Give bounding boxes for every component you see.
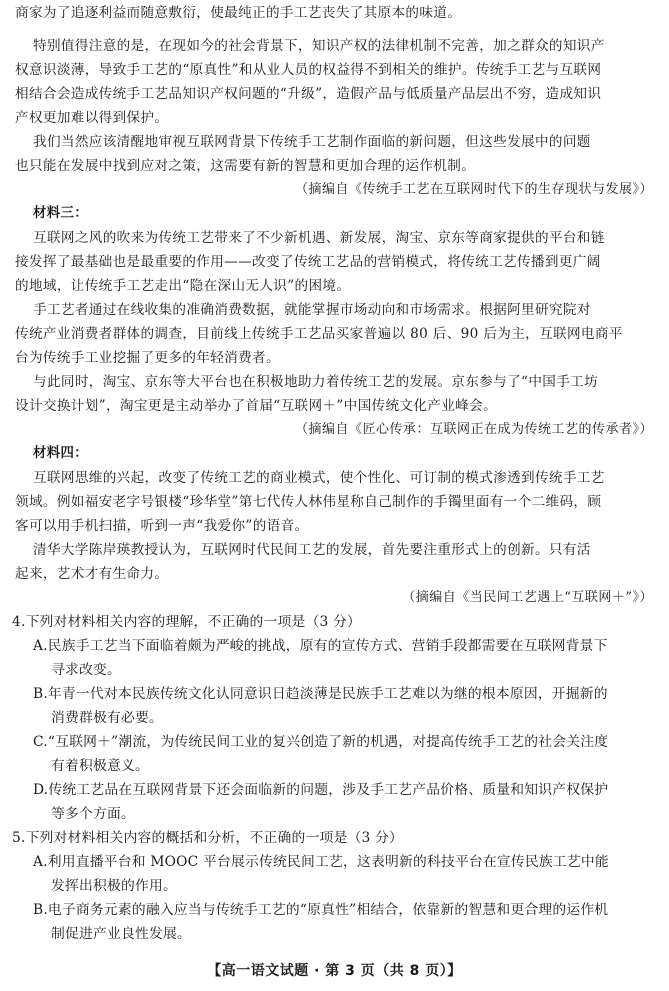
option-b-continued: 制促进产业良性发展。 <box>51 926 191 942</box>
section-heading: 材料四： <box>33 446 88 461</box>
option-b: B.年青一代对本民族传统文化认同意识日趋淡薄是民族手工艺难以为继的根本原因，开掘新的 <box>33 686 608 702</box>
text-line: 的地域，让传统手工艺走出“隐在深山无人识”的困境。 <box>15 278 351 294</box>
option-a-continued: 发挥出积极的作用。 <box>51 878 177 894</box>
text-line: 手工艺者通过在线收集的准确消费数据，就能掌握市场动向和市场需求。根据阿里研究院对 <box>33 302 591 318</box>
text-line: 产权更加难以得到保护。 <box>15 110 169 126</box>
text-line: 起来，艺术才有生命力。 <box>15 566 169 582</box>
text-line: 与此同时，淘宝、京东等大平台也在积极地助力着传统工艺的发展。京东参与了“中国手工坊 <box>33 374 599 390</box>
text-line: 台为传统手工业挖掘了更多的年轻消费者。 <box>15 350 280 366</box>
text-line: 互联网思维的兴起，改变了传统工艺的商业模式，使个性化、可订制的模式渗透到传统手工艺 <box>33 470 605 486</box>
text-line: 领域。例如福安老字号银楼“珍华堂”第七代传人林伟星称自己制作的手镯里面有一个二维码，顾 <box>15 494 602 510</box>
option-d-continued: 等多个方面。 <box>51 806 135 822</box>
text-line: 互联网之风的吹来为传统工艺带来了不少新机遇、新发展，淘宝、京东等商家提供的平台和链 <box>33 230 605 246</box>
option-c: C.“互联网＋”潮流，为传统民间工业的复兴创造了新的机遇，对提高传统手工艺的社会关注度 <box>33 734 609 750</box>
source-citation: （摘编自《传统手工艺在互联网时代下的生存现状与发展》） <box>294 182 653 197</box>
text-line: 传统产业消费者群体的调查，目前线上传统手工艺品买家普遍以 80 后、90 后为主，互联网电商平 <box>15 326 623 342</box>
source-citation: （摘编自《当民间工艺遇上“互联网＋”》） <box>402 590 653 605</box>
text-line: 接发挥了最基础也是最重要的作用——改变了传统工艺品的营销模式，将传统工艺传播到更广阔 <box>15 254 601 270</box>
page-footer: 【高一语文试题 · 第 3 页（共 8 页）】 <box>207 963 462 979</box>
text-line: 我们当然应该清醒地审视互联网背景下传统手工艺制作面临的新问题，但这些发展中的问题 <box>33 134 591 150</box>
text-line: 也只能在发展中找到应对之策，这需要有新的智慧和更加合理的运作机制。 <box>15 158 476 174</box>
text-line: 清华大学陈岸瑛教授认为，互联网时代民间工艺的发展，首先要注重形式上的创新。只有活 <box>33 542 591 558</box>
source-citation: （摘编自《匠心传承：互联网正在成为传统工艺的传承者》） <box>294 422 653 437</box>
question-5-stem: 5.下列对材料相关内容的概括和分析，不正确的一项是（3 分） <box>12 830 404 846</box>
option-a-continued: 寻求改变。 <box>51 662 121 678</box>
section-heading: 材料三： <box>33 206 88 221</box>
question-4-stem: 4.下列对材料相关内容的理解，不正确的一项是（3 分） <box>12 614 362 630</box>
option-a: A.利用直播平台和 MOOC 平台展示传统民间工艺，这表明新的科技平台在宣传民族工艺中能 <box>33 854 609 870</box>
text-line: 商家为了追逐利益而随意敷衍，使最纯正的手工艺丧失了其原本的味道。 <box>15 5 462 21</box>
option-b-continued: 消费群极有必要。 <box>51 710 163 726</box>
text-line: 设计交换计划”，淘宝更是主动举办了首届“互联网＋”中国传统文化产业峰会。 <box>15 398 498 414</box>
option-d: D.传统工艺品在互联网背景下还会面临新的问题，涉及手工艺产品价格、质量和知识产权保护 <box>33 782 609 798</box>
text-line: 相结合会造成传统手工艺品知识产权问题的“升级”，造假产品与低质量产品层出不穷，造成知识 <box>15 86 602 102</box>
text-line: 客可以用手机扫描，听到一声“我爱你”的语音。 <box>15 518 309 534</box>
option-a: A.民族手工艺当下面临着颇为严峻的挑战，原有的宣传方式、营销手段都需要在互联网背景下 <box>33 638 608 654</box>
option-b: B.电子商务元素的融入应当与传统手工艺的“原真性”相结合，依靠新的智慧和更合理的运作机 <box>33 902 609 918</box>
text-line: 特别值得注意的是，在现如今的社会背景下，知识产权的法律机制不完善，加之群众的知识产 <box>33 38 605 54</box>
text-line: 权意识淡薄，导致手工艺的“原真性”和从业人员的权益得不到相关的维护。传统手工艺与互联网 <box>15 62 602 78</box>
option-c-continued: 有着积极意义。 <box>51 758 149 774</box>
